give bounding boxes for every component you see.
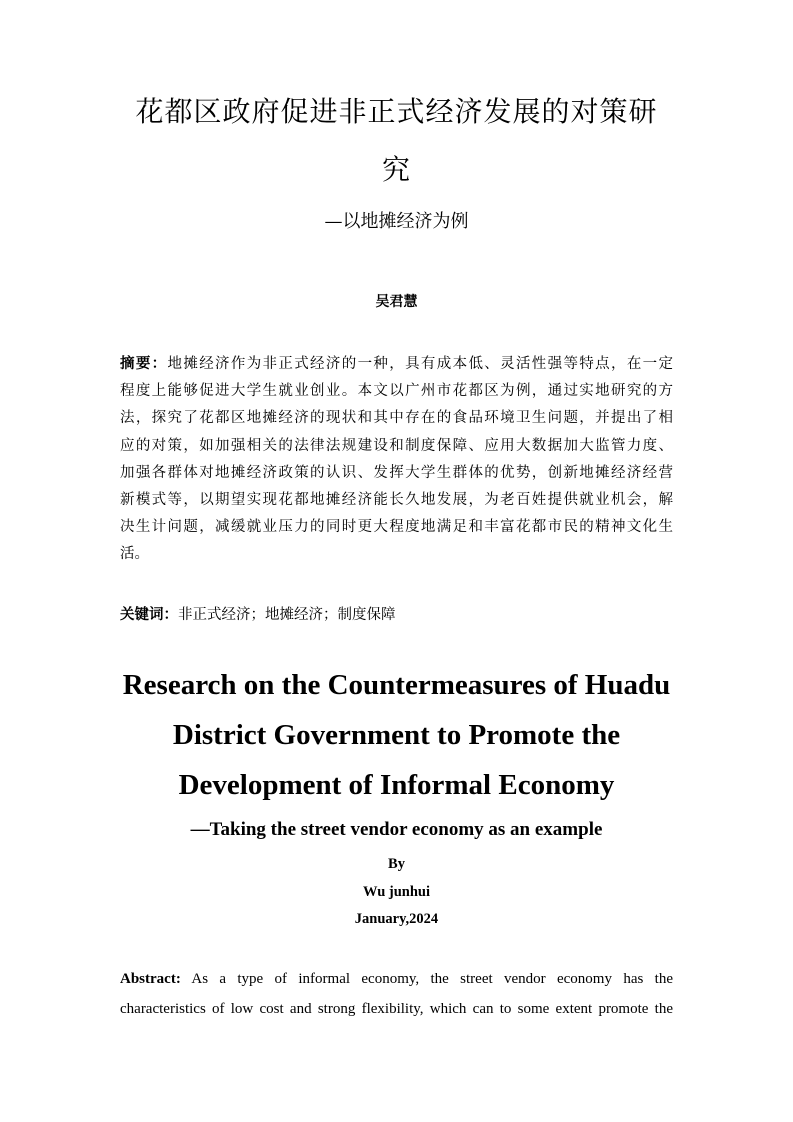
- chinese-abstract-line: 新模式等，以期望实现花都地摊经济能长久地发展，为老百姓提供就业机会，解: [120, 492, 673, 509]
- english-abstract-line: [120, 964, 673, 994]
- english-author: Wu junhui: [362, 884, 431, 900]
- chinese-title-line-2: 究: [381, 153, 411, 186]
- chinese-keywords: [120, 604, 673, 626]
- chinese-abstract-line: 应的对策，如加强相关的法律法规建设和制度保障、应用大数据加大监管力度、: [120, 437, 673, 454]
- english-title-line-3: Development of Informal Economy: [178, 769, 615, 801]
- chinese-abstract-line: 活。: [120, 546, 149, 563]
- english-date: January,2024: [354, 911, 439, 927]
- english-title-line-2: District Government to Promote the: [172, 719, 621, 751]
- chinese-keywords-label: 关键词：: [120, 607, 178, 623]
- english-abstract-text: As a type of informal economy, the street vendor economy has the: [191, 971, 673, 987]
- english-abstract-label: Abstract:: [120, 971, 181, 987]
- english-abstract-line: characteristics of low cost and strong flexibility, which can to some extent promote the: [120, 1001, 673, 1017]
- english-abstract: [120, 964, 673, 1024]
- english-by-label: By: [388, 856, 405, 872]
- chinese-subtitle: —以地摊经济为例: [324, 211, 469, 232]
- chinese-abstract-line: 决生计问题，减缓就业压力的同时更大程度地满足和丰富花都市民的精神文化生: [120, 519, 673, 536]
- chinese-abstract: [120, 351, 673, 569]
- chinese-keywords-text: 非正式经济；地摊经济；制度保障: [178, 607, 396, 623]
- english-title-line-1: Research on the Countermeasures of Huadu: [122, 669, 671, 701]
- chinese-abstract-line: 法，探究了花都区地摊经济的现状和其中存在的食品环境卫生问题，并提出了相: [120, 410, 673, 427]
- chinese-abstract-line: 加强各群体对地摊经济政策的认识、发挥大学生群体的优势，创新地摊经济经营: [120, 464, 673, 481]
- chinese-abstract-label: 摘要：: [120, 356, 168, 372]
- chinese-title-line-1: 花都区政府促进非正式经济发展的对策研: [135, 95, 658, 128]
- chinese-abstract-line: [120, 351, 673, 378]
- chinese-abstract-line: 程度上能够促进大学生就业创业。本文以广州市花都区为例，通过实地研究的方: [120, 383, 673, 400]
- chinese-author: 吴君慧: [375, 294, 418, 310]
- chinese-abstract-text: 地摊经济作为非正式经济的一种，具有成本低、灵活性强等特点，在一定: [167, 356, 673, 372]
- english-subtitle: —Taking the street vendor economy as an example: [190, 819, 603, 840]
